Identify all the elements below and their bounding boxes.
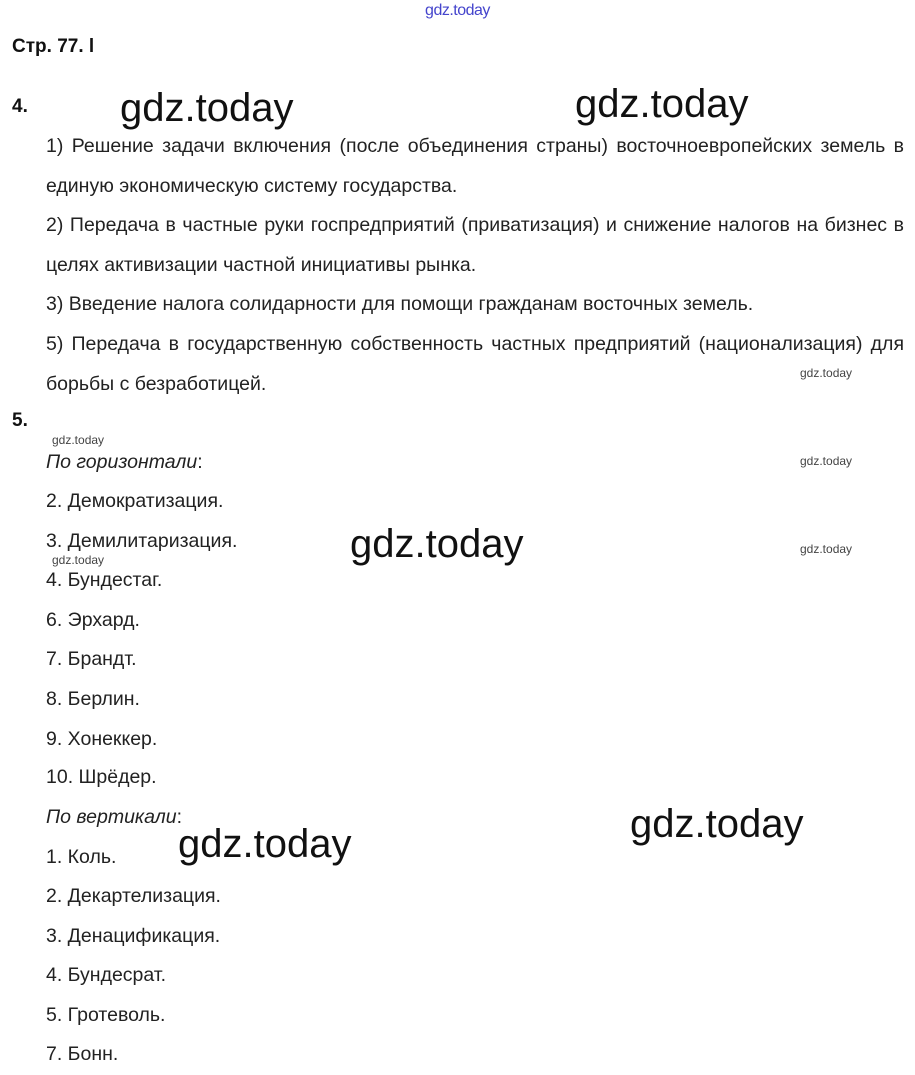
vertical-answer: 2. Декартелизация.: [46, 885, 221, 907]
task-4-item-4: 5) Передача в государственную собственность частных предприятий (национализация) для борьбы с безработицей.: [46, 333, 904, 395]
page-title: Стр. 77. l: [12, 36, 95, 57]
horizontal-answer: 4. Бундестаг.: [46, 569, 163, 591]
horizontal-answer: 2. Демократизация.: [46, 490, 224, 512]
horizontal-answer: 6. Эрхард.: [46, 609, 140, 631]
horizontal-answer: 7. Брандт.: [46, 648, 137, 670]
watermark-small: gdz.today: [800, 542, 853, 556]
task-4-item-3: 3) Введение налога солидарности для помощи гражданам восточных земель.: [46, 293, 754, 315]
header-watermark: gdz.today: [425, 2, 490, 19]
horizontal-answer: 3. Демилитаризация.: [46, 530, 238, 552]
vertical-heading: По вертикали:: [46, 806, 183, 828]
horizontal-answer: 8. Берлин.: [46, 688, 140, 710]
watermark-large: gdz.today: [630, 802, 804, 846]
watermark-large: gdz.today: [350, 522, 524, 566]
vertical-answer: 1. Коль.: [46, 846, 117, 868]
watermark-large: gdz.today: [178, 822, 352, 866]
vertical-answer: 4. Бундесрат.: [46, 964, 166, 986]
task-5-number: 5.: [12, 410, 28, 431]
task-4-number: 4.: [12, 96, 28, 117]
horizontal-answer: 9. Хонеккер.: [46, 728, 158, 750]
task-4-item-1: 1) Решение задачи включения (после объединения страны) восточноевропейских земель в единую экономическую систему государства.: [46, 135, 904, 197]
watermark-small: gdz.today: [52, 433, 105, 447]
watermark-large: gdz.today: [575, 82, 749, 126]
watermark-small: gdz.today: [52, 553, 105, 567]
watermark-large: gdz.today: [120, 86, 294, 130]
horizontal-answer: 10. Шрёдер.: [46, 766, 157, 788]
watermark-small: gdz.today: [800, 454, 853, 468]
vertical-answer: 5. Гротеволь.: [46, 1004, 166, 1026]
task-4-item-2: 2) Передача в частные руки госпредприятий (приватизация) и снижение налогов на бизнес в целях активизации частной инициативы рынка.: [46, 214, 904, 276]
watermark-small: gdz.today: [800, 366, 853, 380]
vertical-answer: 3. Денацификация.: [46, 925, 221, 947]
horizontal-heading: По горизонтали:: [46, 451, 203, 473]
vertical-answer: 7. Бонн.: [46, 1043, 119, 1065]
